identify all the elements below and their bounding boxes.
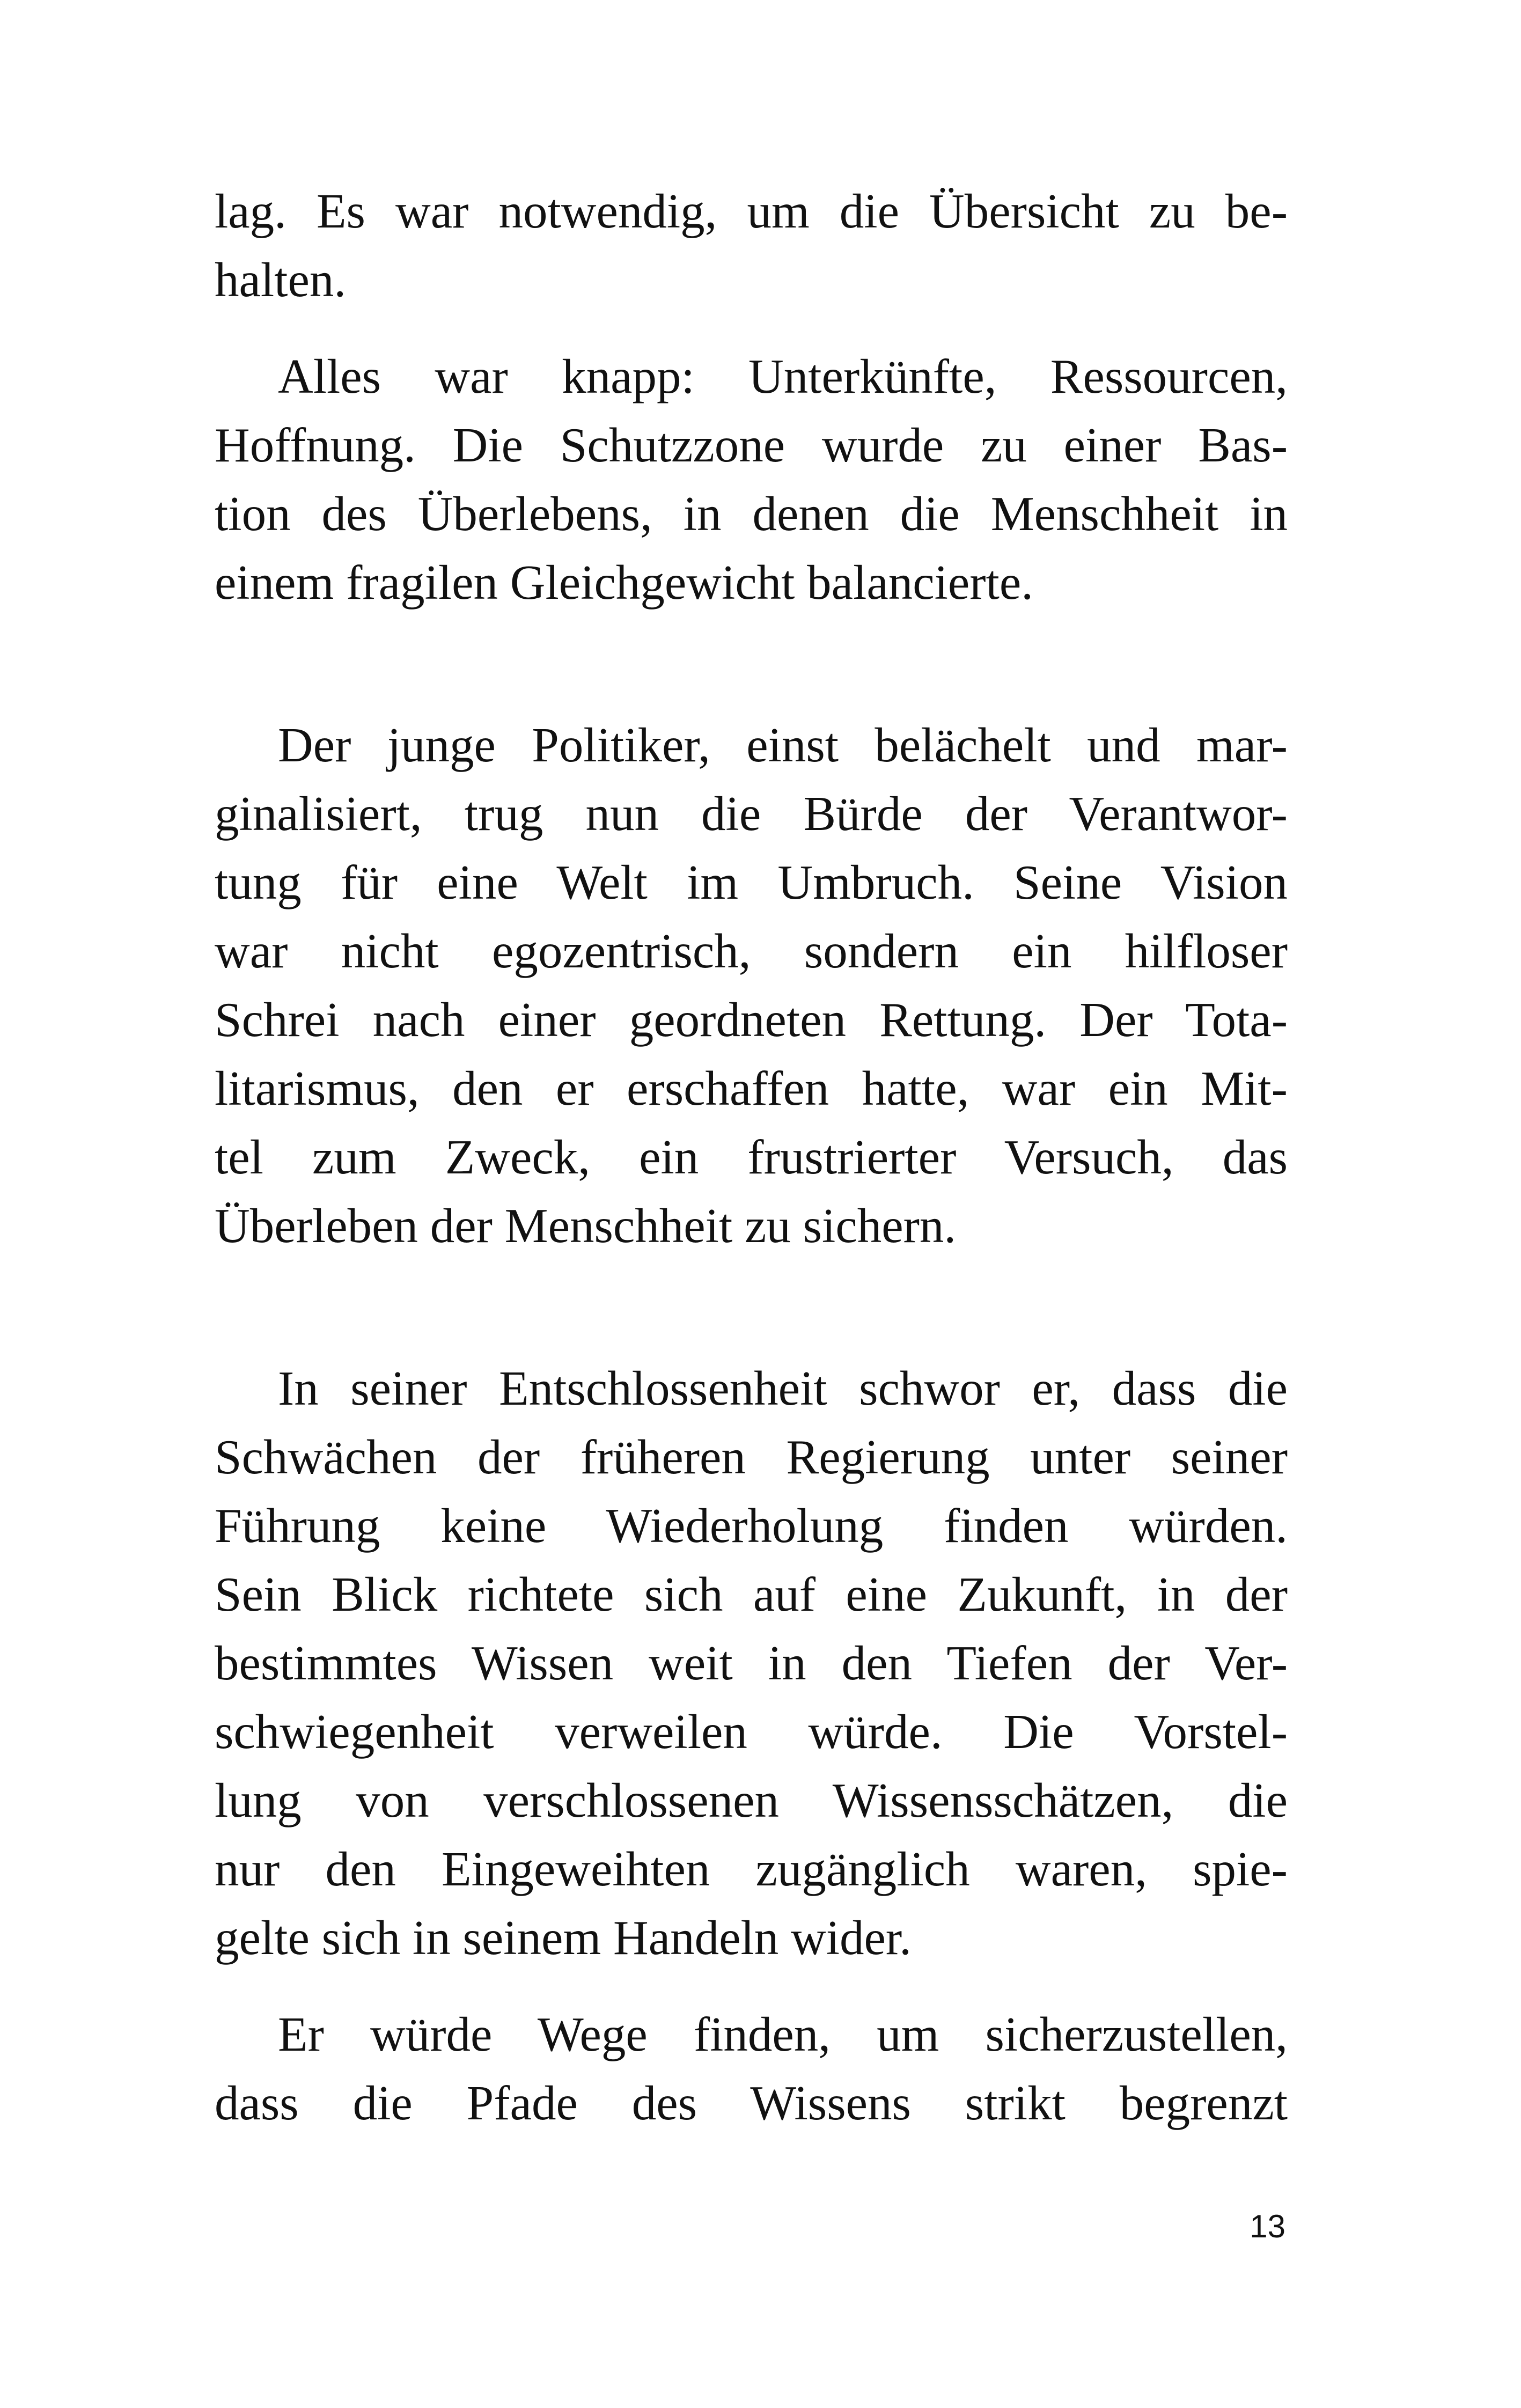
text-line: lung von verschlossenen Wissensschätzen, die xyxy=(215,1773,1288,1827)
text-line: tion des Überlebens, in denen die Menschheit in xyxy=(215,487,1288,541)
paragraph xyxy=(215,2000,1288,2138)
text-line: Alles war knapp: Unterkünfte, Ressourcen, xyxy=(278,349,1288,403)
text-line: bestimmtes Wissen weit in den Tiefen der Ver- xyxy=(215,1636,1288,1690)
text-line: Schwächen der früheren Regierung unter seiner xyxy=(215,1430,1288,1484)
page-number: 13 xyxy=(1250,2208,1285,2244)
section-spacer xyxy=(215,617,1288,711)
text-line: dass die Pfade des Wissens strikt begrenzt xyxy=(215,2076,1288,2130)
section-spacer xyxy=(215,1260,1288,1354)
text-line: In seiner Entschlossenheit schwor er, dass die xyxy=(278,1361,1288,1415)
paragraph xyxy=(215,711,1288,1260)
text-line: halten. xyxy=(215,253,347,307)
text-line: gelte sich in seinem Handeln wider. xyxy=(215,1911,912,1965)
text-line: war nicht egozentrisch, sondern ein hilfloser xyxy=(215,924,1288,978)
text-line: Hoffnung. Die Schutzzone wurde zu einer Bas- xyxy=(215,418,1288,472)
text-line: Überleben der Menschheit zu sichern. xyxy=(215,1199,957,1253)
text-line: tung für eine Welt im Umbruch. Seine Vision xyxy=(215,855,1288,909)
text-line: tel zum Zweck, ein frustrierter Versuch, das xyxy=(215,1130,1288,1184)
paragraph-spacer xyxy=(215,314,1288,342)
text-line: Er würde Wege finden, um sicherzustellen, xyxy=(278,2007,1288,2061)
paragraph xyxy=(215,177,1288,314)
text-line: Schrei nach einer geordneten Rettung. Der Tota- xyxy=(215,993,1288,1047)
text-line: Der junge Politiker, einst belächelt und mar- xyxy=(278,718,1288,772)
text-line: litarismus, den er erschaffen hatte, war ein Mit- xyxy=(215,1061,1288,1115)
text-line: nur den Eingeweihten zugänglich waren, spie- xyxy=(215,1842,1288,1896)
paragraph xyxy=(215,1354,1288,1972)
text-line: ginalisiert, trug nun die Bürde der Verantwor- xyxy=(215,787,1288,841)
text-line: Führung keine Wiederholung finden würden. xyxy=(215,1499,1288,1553)
body-text xyxy=(215,177,1288,2138)
paragraph xyxy=(215,342,1288,617)
text-line: einem fragilen Gleichgewicht balancierte. xyxy=(215,555,1034,610)
paragraph-spacer xyxy=(215,1972,1288,2000)
text-line: lag. Es war notwendig, um die Übersicht zu be- xyxy=(215,184,1288,238)
text-line: Sein Blick richtete sich auf eine Zukunft, in der xyxy=(215,1567,1288,1621)
text-line: schwiegenheit verweilen würde. Die Vorstel- xyxy=(215,1705,1288,1759)
